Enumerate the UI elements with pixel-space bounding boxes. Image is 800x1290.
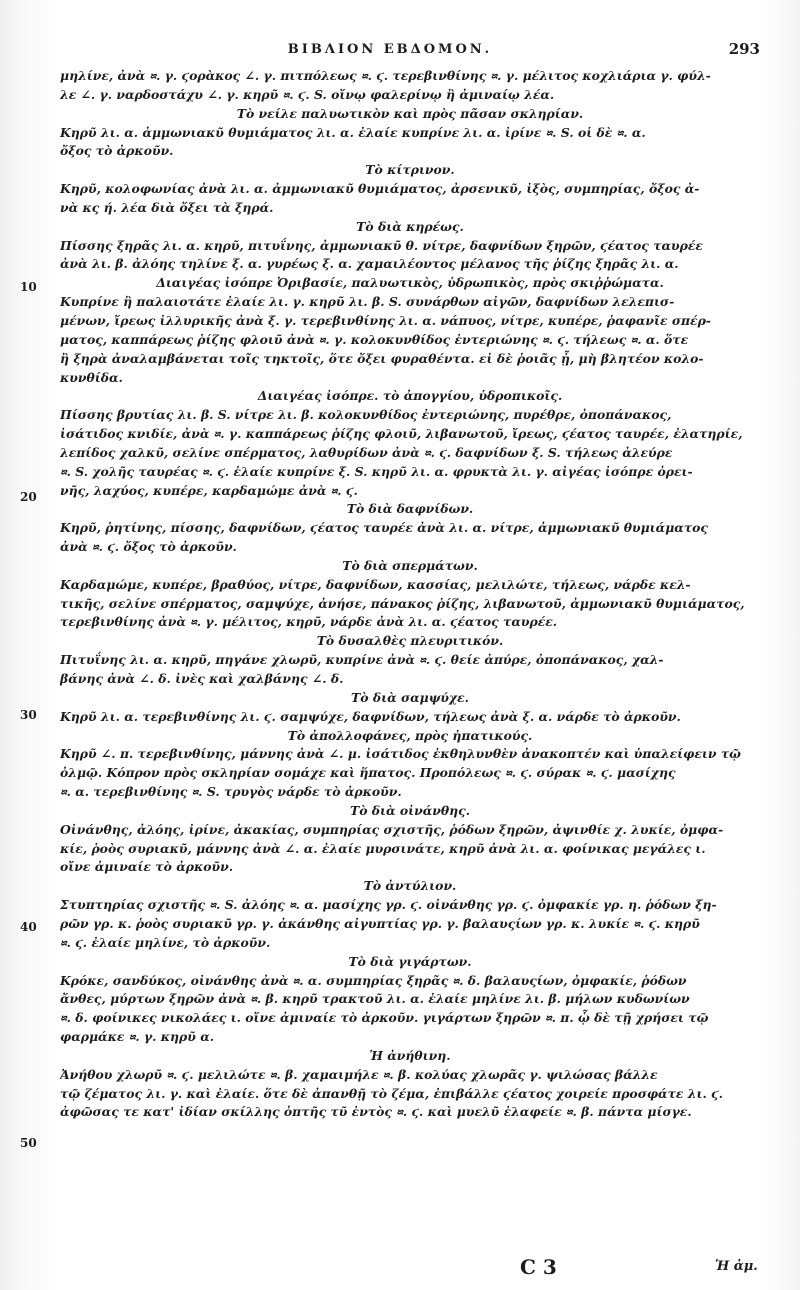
text-line: Πίσσης βρυτίας λι. β. S. νίτρε λι. β. κολοκυνθίδος ἐντεριώνης, πυρέθρε, ὀποπάνακος, xyxy=(60,407,672,423)
text-line: τερεβινθίνης ἀνὰ 𐅽. γ. μέλιτος, κηρῦ, νάρδε ἀνὰ λι. α. ϛέατος ταυρέε. xyxy=(60,614,558,630)
text-line: Κηρῦ λι. α. ἀμμωνιακῦ θυμιάματος λι. α. ἐλαίε κυπρίνε λι. α. ἰρίνε 𐅽. S. οἱ δὲ 𐅽. α. xyxy=(60,124,646,140)
text-line: ἢ ξηρὰ ἀναλαμβάνεται τοῖς τηκτοῖς, ὅτε ὄξει φυραθέντα. εἰ δὲ ῥοιᾶς ᾖ, μὴ βλητέον κολο- xyxy=(60,350,704,366)
section-heading: Ἡ ἀνήθινη. xyxy=(369,1047,451,1063)
text-line: μηλίνε, ἀνὰ 𐅽. γ. ϛορὰκος ∠. γ. πιτπόλεως 𐅽. ϛ. τερεβινθίνης 𐅽. γ. μέλιτος κοχλιάρια γ. φύλ- xyxy=(60,68,711,83)
text-line: φαρμάκε 𐅽. γ. κηρῦ α. xyxy=(60,1029,215,1045)
section-heading: Τὸ νείλε παλυωτικὸν καὶ πρὸς πᾶσαν σκληρίαν. xyxy=(236,105,584,121)
text-line: νὰ κς ή. λέα διὰ ὄξει τὰ ξηρά. xyxy=(60,199,274,215)
text-line: ἄνθες, μύρτων ξηρῶν ἀνὰ 𐅽. β. κηρῦ τρακτοῦ λι. α. ἐλαίε μηλίνε λι. β. μήλων κυδωνίων xyxy=(60,991,690,1007)
text-line: ρῶν γρ. κ. ῥοὸς συριακῦ γρ. γ. ἀκάνθης αἰγυπτίας γρ. γ. βαλαυςίων γρ. κ. λυκίε 𐅽. ϛ. κηρῦ xyxy=(60,915,700,931)
section-heading: Τὸ διὰ γιγάρτων. xyxy=(348,953,472,969)
section-heading: Τὸ ἀντύλιον. xyxy=(363,878,457,894)
section-heading: Τὸ διὰ κηρέως. xyxy=(356,218,464,234)
text-line: κυνθίδα. xyxy=(60,369,123,385)
text-line: ἀνὰ λι. β. ἀλόης τηλίνε ξ. α. γυρέως ξ. α. χαμαιλέοντος μέλανος τῆς ῥίζης ξηρᾶς λι. α. xyxy=(60,256,679,272)
text-line: 𐅽. S. χολῆς ταυρέας 𐅽. ϛ. ἐλαίε κυπρίνε ξ. S. κηρῦ λι. α. φρυκτὰ λι. γ. αἰγέας ἰσόπρε ὀρει- xyxy=(60,463,693,479)
text-line: Κηρῦ, κολοφωνίας ἀνὰ λι. α. ἀμμωνιακῦ θυμιάματος, ἀρσενικῦ, ἰξὸς, συμπηρίας, ὄξος ἀ- xyxy=(60,181,700,197)
text-line: μένων, ἴρεως ἰλλυρικῆς ἀνὰ ξ. γ. τερεβινθίνης λι. α. νάπυος, νίτρε, κυπέρε, ῥαφανῖε σπέρ- xyxy=(60,312,711,328)
text-line: ἀφῶσας τε κατ' ἰδίαν σκίλλης ὀπτῆς τῦ ἐντὸς 𐅽. ϛ. καὶ μυελῦ ἐλαφείε 𐅽. β. πάντα μίσγε. xyxy=(60,1104,692,1120)
text-line: οἴνε ἀμιναίε τὸ ἀρκοῦν. xyxy=(60,859,234,875)
text-line: 𐅽. δ. φοίνικες νικολάες ι. οἴνε ἀμιναίε τὸ ἀρκοῦν. γιγάρτων ξηρῶν 𐅽. π. ᾧ δὲ τῇ χρήσει τῷ xyxy=(60,1010,709,1026)
section-heading: Τὸ δυσαλθὲς πλευριτικόν. xyxy=(316,633,504,649)
text-line: Ἀνήθου χλωρῦ 𐅽. ϛ. μελιλώτε 𐅽. β. χαμαιμήλε 𐅽. β. κολύας χλωρᾶς γ. ψιλώσας βάλλε xyxy=(60,1066,658,1082)
margin-line-number: 40 xyxy=(20,920,37,934)
text-line: ὄξος τὸ ἀρκοῦν. xyxy=(60,143,174,159)
page-header xyxy=(0,42,800,64)
text-body xyxy=(60,67,760,1122)
text-line: νῆς, λαχύος, κυπέρε, καρδαμώμε ἀνὰ 𐅽. ϛ. xyxy=(60,482,358,498)
text-line: κίε, ῥοὸς συριακῦ, μάννης ἀνὰ ∠. α. ἐλαίε μυρσινάτε, κηρῦ ἀνὰ λι. α. φοίνικας μεγάλες ι. xyxy=(60,840,706,856)
text-line: Πίσσης ξηρᾶς λι. α. κηρῦ, πιτυΐνης, ἀμμωνιακῦ θ. νίτρε, δαφνίδων ξηρῶν, ϛέατος ταυρέε xyxy=(60,237,703,253)
margin-line-number: 10 xyxy=(20,280,37,294)
section-heading: Τὸ κίτρινον. xyxy=(365,162,455,178)
text-line: Κυπρίνε ἢ παλαιοτάτε ἐλαίε λι. γ. κηρῦ λι. β. S. συνάρθων αἰγῶν, δαφνίδων λελεπισ- xyxy=(60,294,675,310)
signature-mark: C 3 xyxy=(520,1255,557,1279)
text-line: ματος, καππάρεως ῥίζης φλοιῦ ἀνὰ 𐅽. γ. κολοκυνθίδος ἐντεριώνης 𐅽. ϛ. τήλεως 𐅽. α. ὅτε xyxy=(60,331,689,347)
text-line: 𐅽. ϛ. ἐλαίε μηλίνε, τὸ ἀρκοῦν. xyxy=(60,934,271,950)
text-line: Κηρῦ, ῥητίνης, πίσσης, δαφνίδων, ϛέατος ταυρέε ἀνὰ λι. α. νίτρε, ἀμμωνιακῦ θυμιάματος xyxy=(60,520,708,536)
page-number: 293 xyxy=(728,40,760,58)
text-line: λεπίδος χαλκῦ, σελίνε σπέρματος, λαθυρίδων ἀνὰ 𐅽. ϛ. δαφνίδων ξ. S. τήλεως ἀλεύρε xyxy=(60,444,673,460)
text-line: τικῆς, σελίνε σπέρματος, σαμψύχε, ἀνήσε, πάνακος ῥίζης, λιβανωτοῦ, ἀμμωνιακῦ θυμιάματος, xyxy=(60,595,745,611)
section-heading: Τὸ διὰ σαμψύχε. xyxy=(351,689,469,705)
text-line: Στυπτηρίας σχιστῆς 𐅽. S. ἀλόης 𐅽. α. μασίχης γρ. ϛ. οἰνάνθης γρ. ϛ. ὀμφακίε γρ. η. ῥόδων ξη- xyxy=(60,897,717,913)
text-line: Οἰνάνθης, ἀλόης, ἰρίνε, ἀκακίας, συμπηρίας σχιστῆς, ῥόδων ξηρῶν, ἀψινθίε χ. λυκίε, ὀμφα- xyxy=(60,821,724,837)
running-title: ΒΙΒΛΙΟΝ ΕΒΔΟΜΟΝ. xyxy=(287,42,493,57)
text-line: 𐅽. α. τερεβινθίνης 𐅽. S. τρυγὸς νάρδε τὸ ἀρκοῦν. xyxy=(60,784,402,800)
text-line: Κηρῦ λι. α. τερεβινθίνης λι. ϛ. σαμψύχε, δαφνίδων, τήλεως ἀνὰ ξ. α. νάρδε τὸ ἀρκοῦν. xyxy=(60,708,681,724)
section-heading: Τὸ διὰ οἰνάνθης. xyxy=(349,802,471,818)
text-line: ἀνὰ 𐅽. ϛ. ὄξος τὸ ἀρκοῦν. xyxy=(60,539,237,555)
text-line: ὀλμῷ. Κόπρον πρὸς σκληρίαν σομάχε καὶ ἥπατος. Προπόλεως 𐅽. ϛ. σύρακ 𐅽. ϛ. μασίχης xyxy=(60,765,676,781)
text-line: Κηρῦ ∠. π. τερεβινθίνης, μάννης ἀνὰ ∠. μ. ἰσάτιδος ἐκθηλυνθὲν ἀνακοπτέν καὶ ὑπαλείφειν τῷ xyxy=(60,746,741,762)
section-heading: Διαιγέας ἰσόπρε Ὀριβασίε, παλυωτικὸς, ὑδρωπικὸς, πρὸς σκιῤῥώματα. xyxy=(156,275,664,291)
text-line: ἰσάτιδος κνιδίε, ἀνὰ 𐅽. γ. καππάρεως ῥίζης φλοιῦ, λιβανωτοῦ, ἴρεως, ϛέατος ταυρέε, ἐλατηρίε, xyxy=(60,426,743,442)
margin-line-number: 30 xyxy=(20,708,37,722)
section-heading: Τὸ διὰ δαφνίδων. xyxy=(346,501,474,517)
section-heading: Τὸ διὰ σπερμάτων. xyxy=(342,557,478,573)
text-line: Πιτυΐνης λι. α. κηρῦ, πηγάνε χλωρῦ, κυπρίνε ἀνὰ 𐅽. ϛ. θείε ἀπύρε, ὀποπάνακος, χαλ- xyxy=(60,652,664,668)
text-line: Καρδαμώμε, κυπέρε, βραθύος, νίτρε, δαφνίδων, κασσίας, μελιλώτε, τήλεως, νάρδε κελ- xyxy=(60,576,691,592)
margin-line-number: 20 xyxy=(20,490,37,504)
text-line: τῷ ζέματος λι. γ. καὶ ἐλαίε. ὅτε δὲ ἀπανθῇ τὸ ζέμα, ἐπιβάλλε ϛέατος χοιρείε προσφάτε λι. ϛ. xyxy=(60,1085,723,1101)
text-line: Κρόκε, σανδύκος, οἰνάνθης ἀνὰ 𐅽. α. συμπηρίας ξηρᾶς 𐅽. δ. βαλαυςίων, ὀμφακίε, ῥόδων xyxy=(60,972,687,988)
text-line: βάνης ἀνὰ ∠. δ. ἰνὲς καὶ χαλβάνης ∠. δ. xyxy=(60,671,344,686)
text-line: λε ∠. γ. ναρδοστάχυ ∠. γ. κηρῦ 𐅽. ϛ. S. οἴνῳ φαλερίνῳ ἢ ἀμιναίῳ λέα. xyxy=(60,86,555,102)
section-heading: Διαιγέας ἰσόπρε. τὸ ἀπογγίου, ὑδροπικοῖς. xyxy=(257,388,563,404)
margin-line-number: 50 xyxy=(20,1136,37,1150)
page-footer xyxy=(0,1255,800,1285)
catchword: Ἡ ἀμ. xyxy=(715,1259,758,1274)
section-heading: Τὸ ἀπολλοφάνες, πρὸς ἡπατικούς. xyxy=(287,727,533,743)
